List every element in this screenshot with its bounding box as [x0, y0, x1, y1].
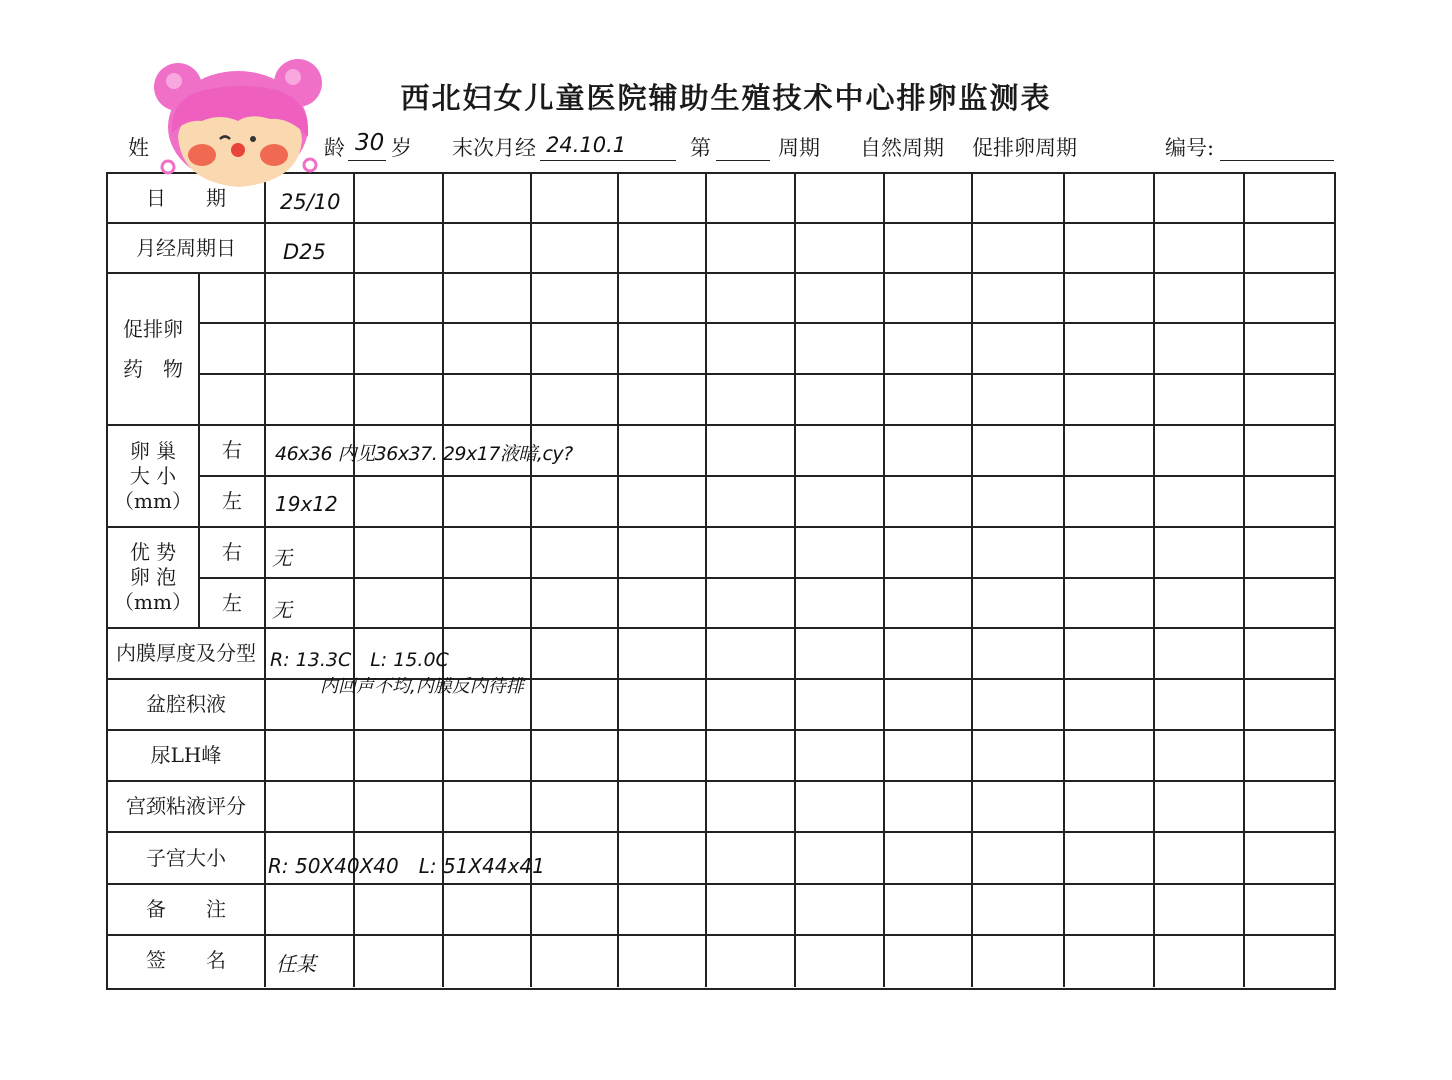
- cycle-suffix: 周期: [778, 136, 820, 160]
- label-cervical-mucus: 宫颈粘液评分: [126, 794, 246, 818]
- name-label: 姓: [128, 136, 149, 160]
- label-ovary-left: 左: [222, 489, 242, 513]
- label-remarks: 备 注: [146, 897, 226, 921]
- col-line: [617, 172, 619, 987]
- col-line: [705, 172, 707, 987]
- col-line: [264, 172, 266, 987]
- entry-date: 25/10: [280, 190, 341, 214]
- label-date: 日 期: [146, 185, 226, 210]
- label-uterus-size: 子宫大小: [146, 845, 226, 870]
- label-ovary-right: 右: [222, 438, 242, 462]
- row-line: [106, 222, 1335, 224]
- row-line: [106, 272, 1335, 274]
- col-line: [1243, 172, 1245, 987]
- row-line: [106, 934, 1335, 936]
- label-dominant-follicle: 优 势 卵 泡 （mm）: [114, 540, 192, 614]
- label-pelvic-fluid: 盆腔积液: [146, 692, 226, 716]
- natural-cycle-label: 自然周期: [860, 136, 944, 160]
- entry-follicle-left: 无: [272, 598, 292, 622]
- entry-signature: 任某: [276, 952, 316, 976]
- cartoon-girl-sticker: [150, 55, 330, 195]
- col-line: [883, 172, 885, 987]
- label-follicle-left: 左: [222, 590, 242, 615]
- col-line: [794, 172, 796, 987]
- row-line: [106, 627, 1335, 629]
- label-follicle-right: 右: [222, 540, 242, 564]
- label-endometrium: 内膜厚度及分型: [116, 641, 256, 665]
- label-signature: 签 名: [146, 948, 226, 972]
- lmp-value: 24.10.1: [546, 133, 627, 157]
- row-line: [198, 577, 1335, 579]
- entry-ovary-left: 19x12: [275, 492, 338, 516]
- form-title: 西北妇女儿童医院辅助生殖技术中心排卵监测表: [400, 81, 1052, 115]
- number-label: 编号:: [1165, 136, 1215, 160]
- entry-uterus-size: R: 50X40X40 L: 51X44x41: [268, 854, 545, 878]
- label-ovulation-drug: 促排卵 药 物: [123, 317, 183, 381]
- row-line: [198, 475, 1335, 477]
- label-ovary-size: 卵 巢 大 小 （mm）: [114, 438, 192, 513]
- label-cycle-day: 月经周期日: [136, 235, 236, 260]
- row-line: [198, 373, 1335, 375]
- row-line: [106, 729, 1335, 731]
- cycle-prefix: 第: [690, 136, 711, 160]
- entry-endometrium-note: 内回声不均,内膜反内待排: [320, 676, 524, 697]
- row-line: [106, 831, 1335, 833]
- col-line: [1153, 172, 1155, 987]
- age-unit: 岁: [391, 136, 412, 160]
- entry-follicle-right: 无: [272, 546, 292, 570]
- row-line: [106, 526, 1335, 528]
- entry-endometrium-values: R: 13.3C L: 15.0C: [270, 649, 449, 671]
- entry-cycle-day: D25: [283, 240, 326, 264]
- row-line: [106, 424, 1335, 426]
- age-value: 30: [355, 130, 385, 156]
- row-line: [106, 780, 1335, 782]
- col-line: [971, 172, 973, 987]
- row-line: [106, 678, 1335, 680]
- row-line: [198, 322, 1335, 324]
- lmp-label: 末次月经: [452, 136, 536, 160]
- entry-ovary-right: 46x36 内见36x37. 29x17液暗,cy?: [275, 443, 573, 465]
- col-line: [1063, 172, 1065, 987]
- age-label: 龄: [324, 136, 345, 160]
- row-line: [106, 883, 1335, 885]
- label-urine-lh: 尿LH峰: [150, 743, 222, 767]
- stimulated-cycle-label: 促排卵周期: [972, 136, 1077, 160]
